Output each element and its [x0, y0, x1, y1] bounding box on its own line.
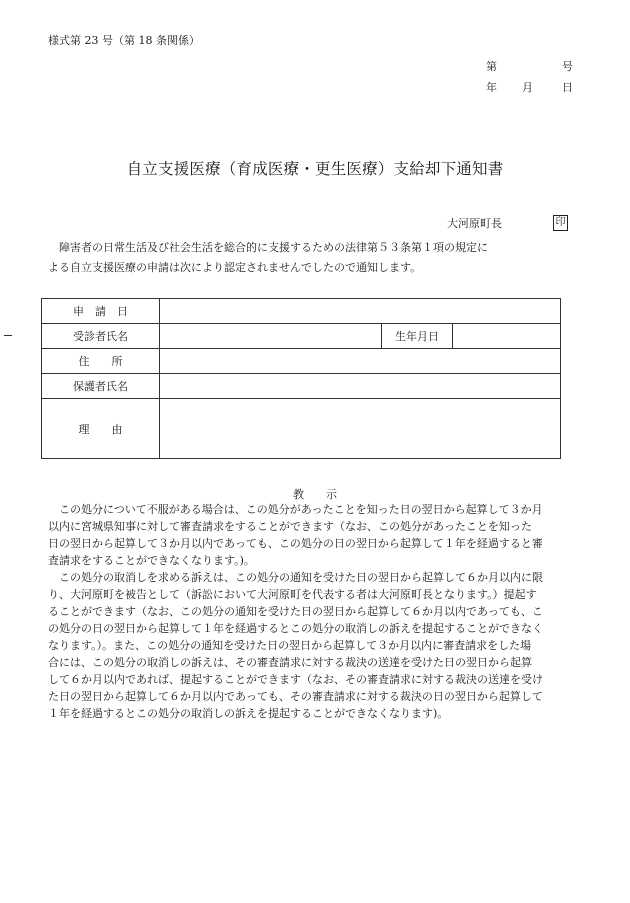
- birthdate-field[interactable]: [453, 324, 561, 349]
- date-month-label: 月: [522, 81, 533, 94]
- table-row-address: [42, 349, 561, 374]
- notice-line: 合には、この処分の取消しの訴えは、その審査請求に対する裁決の送達を受けた日の翌日から起算: [48, 656, 532, 669]
- intro-line: よる自立支援医療の申請は次により認定されませんでしたので通知します。: [48, 261, 422, 274]
- table-row-patient: [42, 324, 561, 349]
- form-number: 様式第 23 号（第 18 条関係）: [48, 34, 200, 47]
- intro-line: 障害者の日常生活及び社会生活を総合的に支援するための法律第５３条第１項の規定に: [48, 241, 488, 254]
- notice-line: ることができます（なお、この処分の通知を受けた日の翌日から起算して６か月以内であっても、こ: [48, 605, 543, 618]
- reason-field[interactable]: [160, 399, 561, 459]
- notice-heading: 教 示: [293, 488, 337, 501]
- notice-line: して６か月以内であれば、提起することができます（なお、その審査請求に対する裁決の送達を受け: [48, 673, 543, 686]
- issuer-name: 大河原町長: [447, 217, 502, 230]
- birthdate-label: 生年月日: [382, 324, 453, 349]
- application-date-label: 申 請 日: [42, 299, 160, 324]
- notice-line: この処分について不服がある場合は、この処分があったことを知った日の翌日から起算して３か月: [48, 503, 543, 516]
- reason-label: 理 由: [42, 399, 160, 459]
- notice-line: この処分の取消しを求める訴えは、この処分の通知を受けた日の翌日から起算して６か月以内に限: [48, 571, 543, 584]
- application-table: [41, 298, 561, 459]
- notice-paragraph: [48, 501, 588, 722]
- notice-line: 日の翌日から起算して３か月以内であっても、この処分の日の翌日から起算して１年を経過すると審: [48, 537, 543, 550]
- patient-name-field[interactable]: [160, 324, 382, 349]
- patient-name-label: 受診者氏名: [42, 324, 160, 349]
- guardian-name-label: 保護者氏名: [42, 374, 160, 399]
- address-field[interactable]: [160, 349, 561, 374]
- table-row-reason: [42, 399, 561, 459]
- seal-stamp: 印: [553, 215, 568, 231]
- notice-line: １年を経過するとこの処分の取消しの訴えを提起することができなくなります)。: [48, 707, 449, 720]
- notice-line: た日の翌日から起算して６か月以内であっても、その審査請求に対する裁決の日の翌日から起算して: [48, 690, 543, 703]
- application-date-field[interactable]: [160, 299, 561, 324]
- margin-mark: [4, 335, 12, 336]
- address-label: 住 所: [42, 349, 160, 374]
- document-title: 自立支援医療（育成医療・更生医療）支給却下通知書: [126, 160, 504, 178]
- document-number-suffix: 号: [562, 60, 573, 73]
- notice-line: 以内に宮城県知事に対して審査請求をすることができます（なお、この処分があったことを知った: [48, 520, 532, 533]
- notice-line: り、大河原町を被告として（訴訟において大河原町を代表する者は大河原町長となります。）提起す: [48, 588, 537, 601]
- notice-line: 査請求をすることができなくなります。)。: [48, 554, 255, 567]
- notice-line: なります。）。また、この処分の通知を受けた日の翌日から起算して３か月以内に審査請求をした場: [48, 639, 532, 652]
- intro-paragraph: [48, 238, 568, 278]
- guardian-name-field[interactable]: [160, 374, 561, 399]
- notice-line: の処分の日の翌日から起算して１年を経過するとこの処分の取消しの訴えを提起することができなく: [48, 622, 543, 635]
- date-day-label: 日: [562, 81, 573, 94]
- table-row-guardian: [42, 374, 561, 399]
- date-year-label: 年: [486, 81, 497, 94]
- document-number-prefix: 第: [486, 60, 497, 73]
- table-row-application-date: [42, 299, 561, 324]
